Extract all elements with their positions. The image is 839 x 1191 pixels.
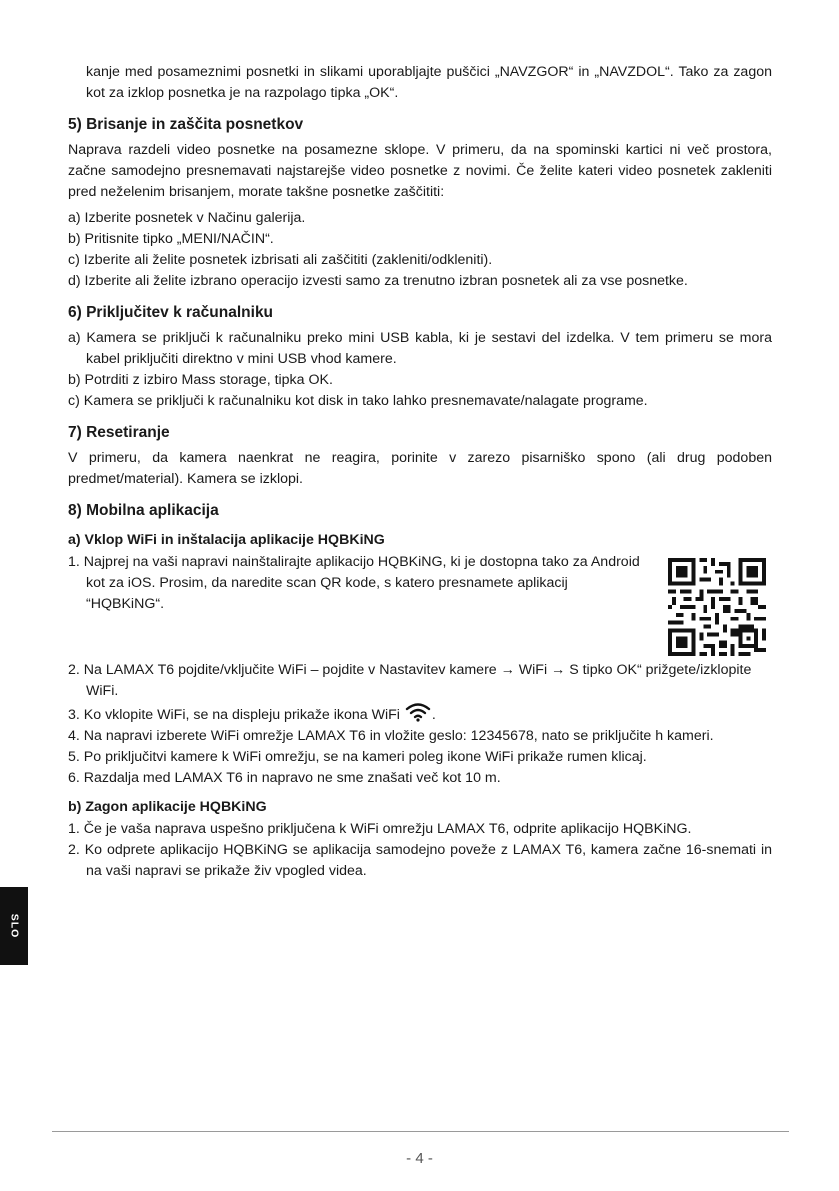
list-item: 5. Po priključitvi kamere k WiFi omrežju, se na kameri poleg ikone WiFi prikaže rumen klicaj. xyxy=(68,749,647,765)
list-item-text: 3. Ko vklopite WiFi, se na displeju prikaže ikona WiFi xyxy=(68,707,400,723)
section-7-heading: 7) Resetiranje xyxy=(68,424,170,441)
section-7-paragraph: V primeru, da kamera naenkrat ne reagira, porinite v zarezo pisarniško spono (ali drug podoben predmet/material). Kamera se izklopi. xyxy=(68,450,772,487)
list-item: c) Kamera se priključi k računalniku kot disk in tako lahko presnemavate/nalagate programe. xyxy=(68,393,648,409)
qr-code-icon xyxy=(668,558,766,656)
footer-divider xyxy=(52,1131,789,1132)
section-8-heading: 8) Mobilna aplikacija xyxy=(68,502,219,519)
list-item: c) Izberite ali želite posnetek izbrisati ali zaščititi (zakleniti/odkleniti). xyxy=(68,252,493,268)
list-item: b) Potrditi z izbiro Mass storage, tipka OK. xyxy=(68,372,333,388)
wifi-icon xyxy=(404,702,432,722)
list-item: 1. Najprej na vaši napravi nainštalirajte aplikacijo HQBKiNG, ki je dostopna tako za Android kot za iOS. Prosim, da naredite scan QR kode, s katero presnamete aplikacij “HQBKiNG“. xyxy=(68,554,640,612)
list-item: a) Kamera se priključi k računalniku preko mini USB kabla, ki je sestavi del izdelka. V tem primeru se mora kabel priključiti direktno v mini USB vhod kamere. xyxy=(68,330,772,367)
language-tab xyxy=(0,887,28,965)
language-tab-label: SLO xyxy=(8,913,21,939)
section-5-paragraph: Naprava razdeli video posnetke na posamezne sklope. V primeru, da na spominski kartici ni več prostora, začne samodejno presnemavati najstarejše video posnetke z novimi. Če želite kateri video posnetek zakleniti pred neželenim brisanjem, morate takšne posnetke zaščititi: xyxy=(68,142,772,200)
intro-paragraph: kanje med posameznimi posnetki in slikami uporabljajte puščici „NAVZGOR“ in „NAVZDOL“. Tako za zagon kot za izklop posnetka je na razpolago tipka „OK“. xyxy=(86,64,772,101)
section-5-heading: 5) Brisanje in zaščita posnetkov xyxy=(68,116,304,133)
section-6-heading: 6) Priključitev k računalniku xyxy=(68,304,274,321)
qr-block xyxy=(68,552,772,660)
list-item: a) Izberite posnetek v Načinu galerija. xyxy=(68,210,306,226)
list-item: b) Pritisnite tipko „MENI/NAČIN“. xyxy=(68,231,274,247)
list-item: 6. Razdalja med LAMAX T6 in napravo ne sme znašati več kot 10 m. xyxy=(68,770,501,786)
page-number: - 4 - xyxy=(406,1150,433,1167)
subsection-b-heading: b) Zagon aplikacije HQBKiNG xyxy=(68,799,267,815)
list-item: 2. Na LAMAX T6 pojdite/vključite WiFi – pojdite v Nastavitev kamere → WiFi → S tipko OK“ prižgete/izklopite WiFi. xyxy=(68,662,752,699)
list-item: 1. Če je vaša naprava uspešno priključena k WiFi omrežju LAMAX T6, odprite aplikacijo HQBKiNG. xyxy=(68,821,692,837)
list-item: d) Izberite ali želite izbrano operacijo izvesti samo za trenutno izbran posnetek ali za vse posnetke. xyxy=(68,273,688,289)
list-item: 4. Na napravi izberete WiFi omrežje LAMAX T6 in vložite geslo: 12345678, nato se priključite h kameri. xyxy=(68,728,714,744)
list-item xyxy=(68,702,772,726)
document-body xyxy=(68,62,772,882)
list-item-text: . xyxy=(431,707,436,723)
list-item: 2. Ko odprete aplikacijo HQBKiNG se aplikacija samodejno poveže z LAMAX T6, kamera začne 16-snemati in na vaši napravi se prikaže živ vpogled videa. xyxy=(68,842,772,879)
subsection-a-heading: a) Vklop WiFi in inštalacija aplikacije HQBKiNG xyxy=(68,532,385,548)
